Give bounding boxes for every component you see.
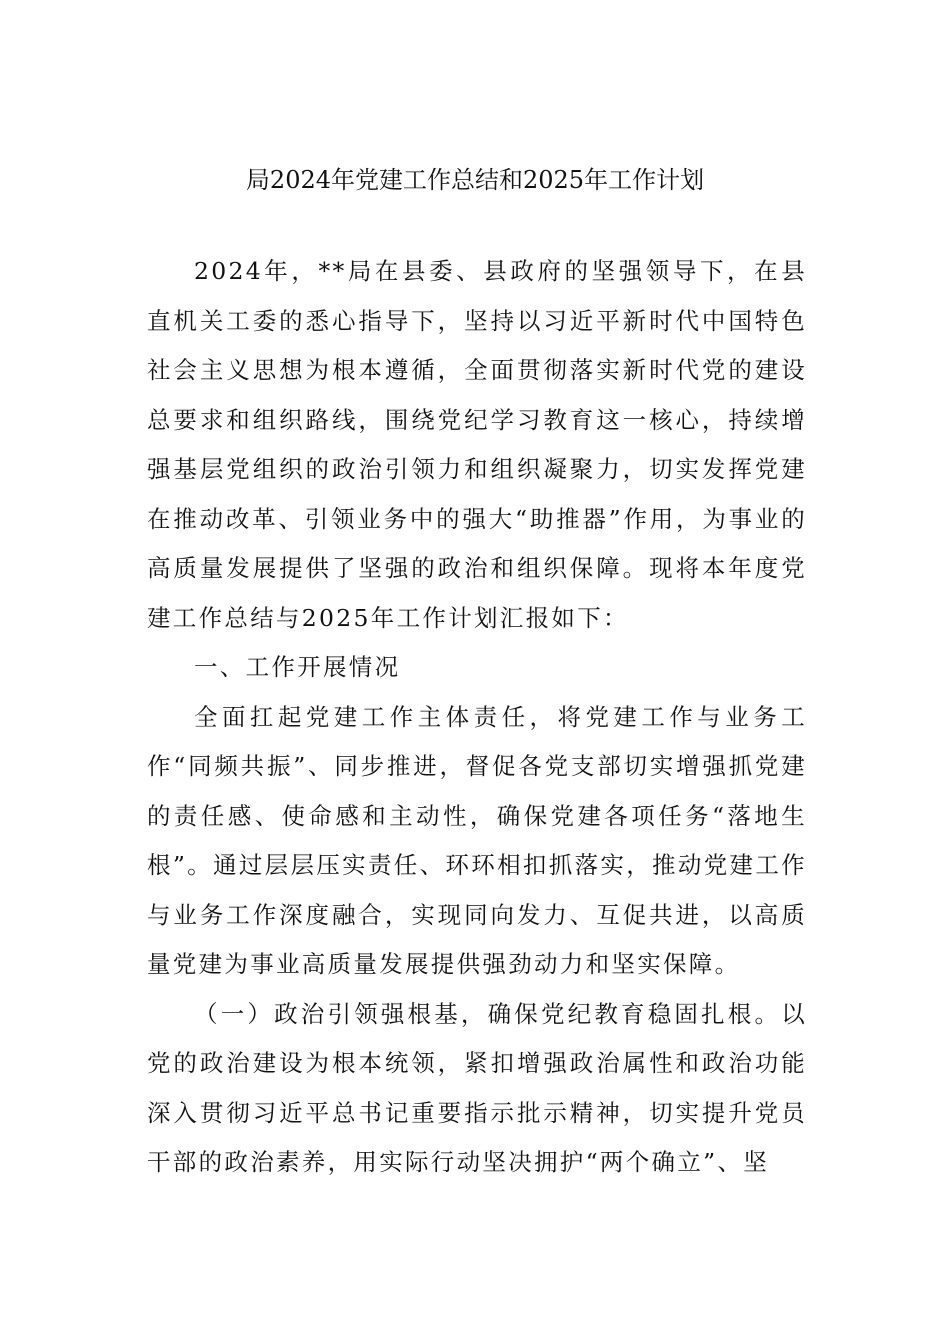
section-heading-1: 一、工作开展情况 bbox=[194, 653, 401, 681]
document-title: 局2024年党建工作总结和2025年工作计划 bbox=[245, 166, 705, 194]
intro-paragraph: 2024年，**局在县委、县政府的坚强领导下，在县直机关工委的悉心指导下，坚持以习近平新时代中国特色社会主义思想为根本遵循，全面贯彻落实新时代党的建设总要求和组织路线，围绕党纪学习教育这一核心，持续增强基层党组织的政治引领力和组织凝聚力，切实发挥党建在推动改革、引领业务中的强大“助推器”作用，为事业的高质量发展提供了坚强的政治和组织保障。现将本年度党建工作总结与2025年工作计划汇报如下： bbox=[147, 257, 807, 632]
document-body bbox=[147, 247, 807, 1188]
section-1-paragraph: 全面扛起党建工作主体责任，将党建工作与业务工作“同频共振”、同步推进，督促各党支部切实增强抓党建的责任感、使命感和主动性，确保党建各项任务“落地生根”。通过层层压实责任、环环相扣抓落实，推动党建工作与业务工作深度融合，实现同向发力、互促共进，以高质量党建为事业高质量发展提供强劲动力和坚实保障。 bbox=[147, 702, 807, 978]
subsection-1-paragraph: （一）政治引领强根基，确保党纪教育稳固扎根。以党的政治建设为根本统领，紧扣增强政治属性和政治功能深入贯彻习近平总书记重要指示批示精神，切实提升党员干部的政治素养，用实际行动坚决拥护“两个确立”、坚 bbox=[147, 999, 807, 1176]
